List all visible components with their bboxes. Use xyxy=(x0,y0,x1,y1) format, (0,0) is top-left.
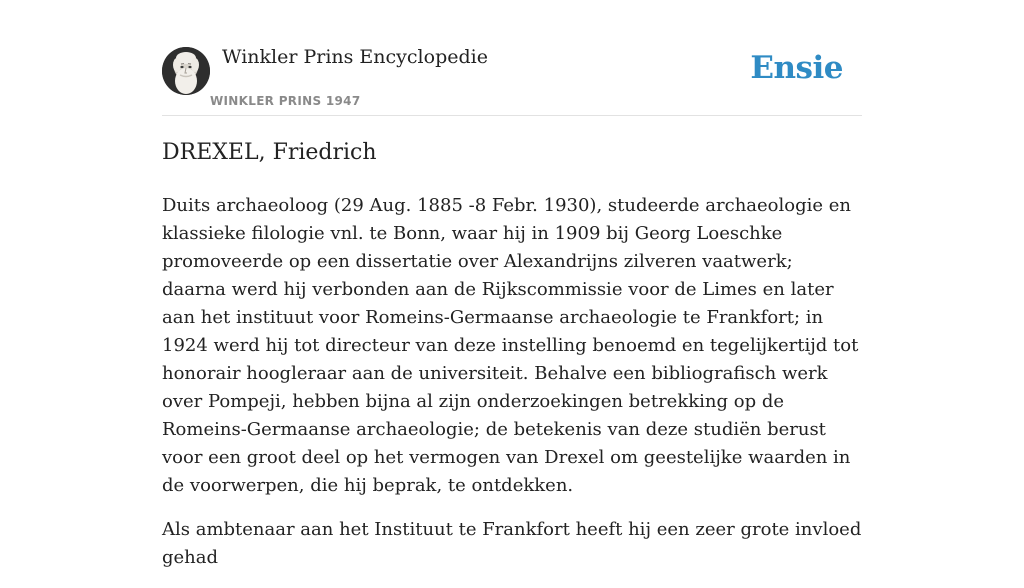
encyclopedia-name-link[interactable]: Winkler Prins Encyclopedie xyxy=(222,46,488,68)
article-paragraph: Duits archaeoloog (29 Aug. 1885 -8 Febr. 1930), studeerde archaeologie en klassieke filologie vnl. te Bonn, waar hij in 1909 bij Georg Loeschke promoveerde op een dissertatie over Alexandrijns zilveren vaatwerk; daarna werd hij verbonden aan de Rijkscommissie voor de Limes en later aan het instituut voor Romeins-Germaanse archaeologie te Frankfort; in 1924 werd hij tot directeur van deze instelling benoemd en tegelijkertijd tot honorair hoogleraar aan de universiteit. Behalve een bibliografisch werk over Pompeji, hebben bijna al zijn onderzoekingen betrekking op de Romeins-Germaanse archaeologie; de betekenis van deze studiën berust voor een groot deel op het vermogen van Drexel om geestelijke waarden in de voorwerpen, die hij beprak, te ontdekken. xyxy=(162,195,859,496)
article-paragraph: Als ambtenaar aan het Instituut te Frankfort heeft hij een zeer grote invloed gehad xyxy=(162,519,862,568)
page-container xyxy=(162,0,862,568)
article-title: DREXEL, Friedrich xyxy=(162,140,377,165)
article-body xyxy=(162,192,862,588)
bearded-man-portrait-icon xyxy=(162,47,210,95)
site-header xyxy=(162,0,862,116)
encyclopedia-subtitle: WINKLER PRINS 1947 xyxy=(210,94,361,108)
ensie-logo-link[interactable]: Ensie xyxy=(750,50,843,86)
avatar[interactable] xyxy=(162,47,210,95)
